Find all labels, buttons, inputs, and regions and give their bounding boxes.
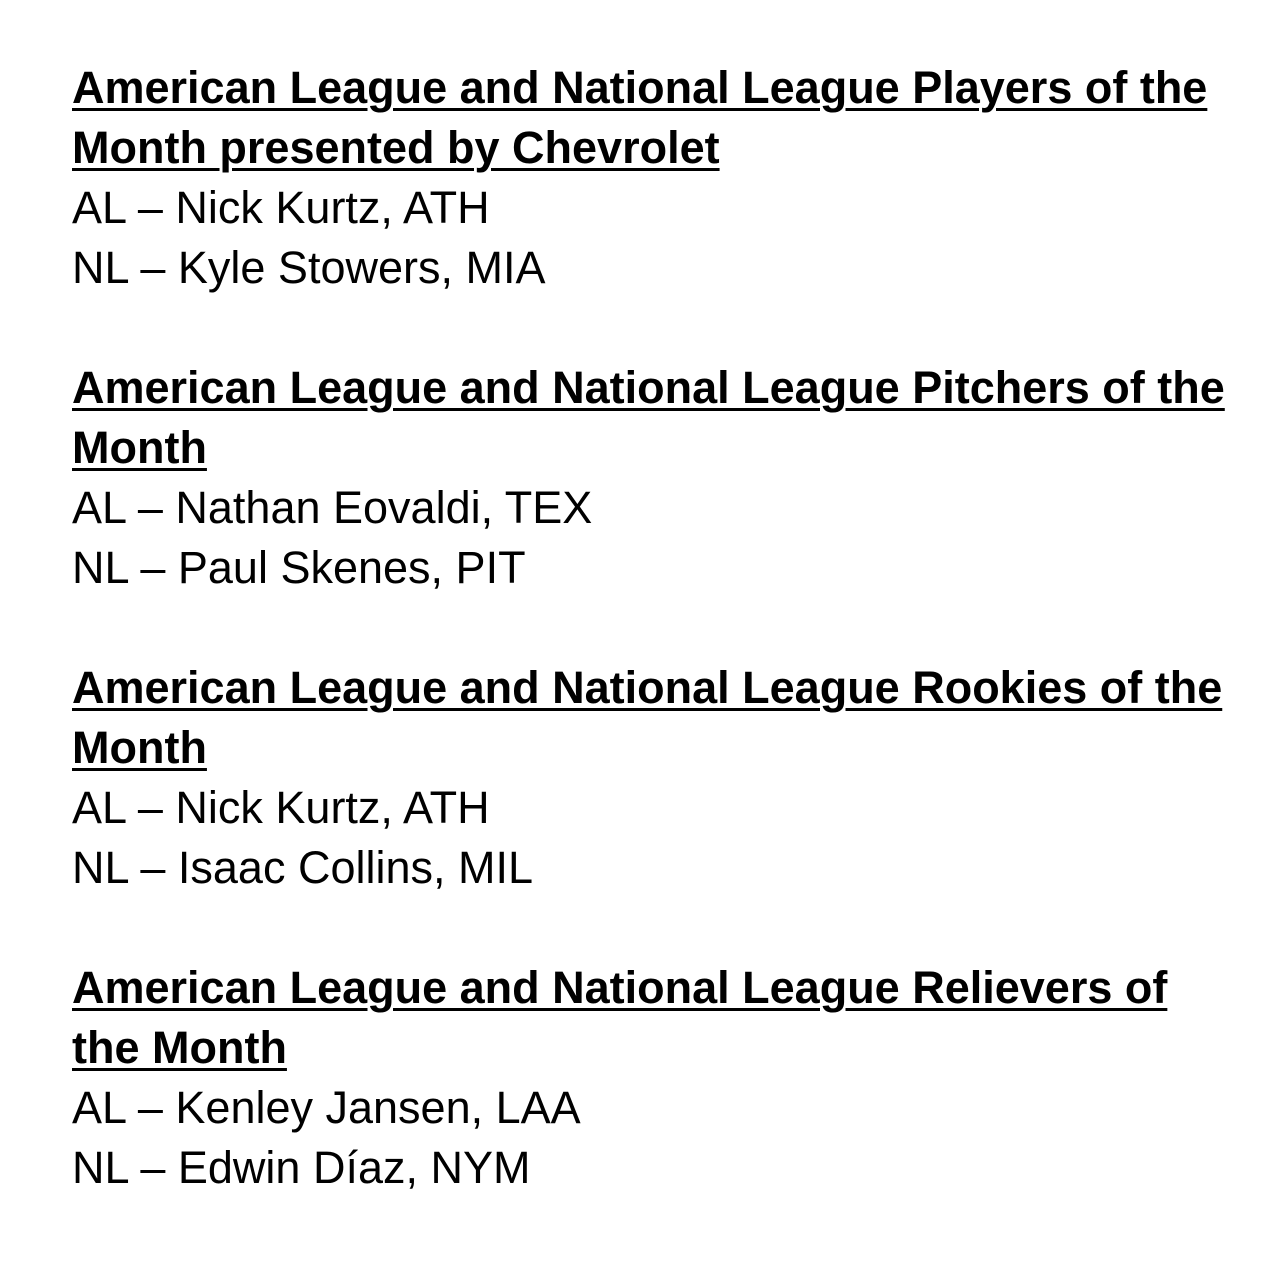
section-rookies-of-the-month xyxy=(72,658,1232,898)
al-winner: AL – Nick Kurtz, ATH xyxy=(72,782,490,833)
nl-winner: NL – Edwin Díaz, NYM xyxy=(72,1142,531,1193)
section-relievers-of-the-month xyxy=(72,958,1232,1198)
section-heading: American League and National League Relievers of the Month xyxy=(72,962,1168,1073)
nl-winner: NL – Isaac Collins, MIL xyxy=(72,842,534,893)
al-winner: AL – Nick Kurtz, ATH xyxy=(72,182,490,233)
section-heading: American League and National League Players of the Month presented by Chevrolet xyxy=(72,62,1208,173)
awards-document xyxy=(72,58,1232,1258)
section-pitchers-of-the-month xyxy=(72,358,1232,598)
section-players-of-the-month xyxy=(72,58,1232,298)
section-heading: American League and National League Rookies of the Month xyxy=(72,662,1223,773)
nl-winner: NL – Paul Skenes, PIT xyxy=(72,542,526,593)
section-heading: American League and National League Pitchers of the Month xyxy=(72,362,1225,473)
al-winner: AL – Kenley Jansen, LAA xyxy=(72,1082,581,1133)
nl-winner: NL – Kyle Stowers, MIA xyxy=(72,242,546,293)
al-winner: AL – Nathan Eovaldi, TEX xyxy=(72,482,593,533)
